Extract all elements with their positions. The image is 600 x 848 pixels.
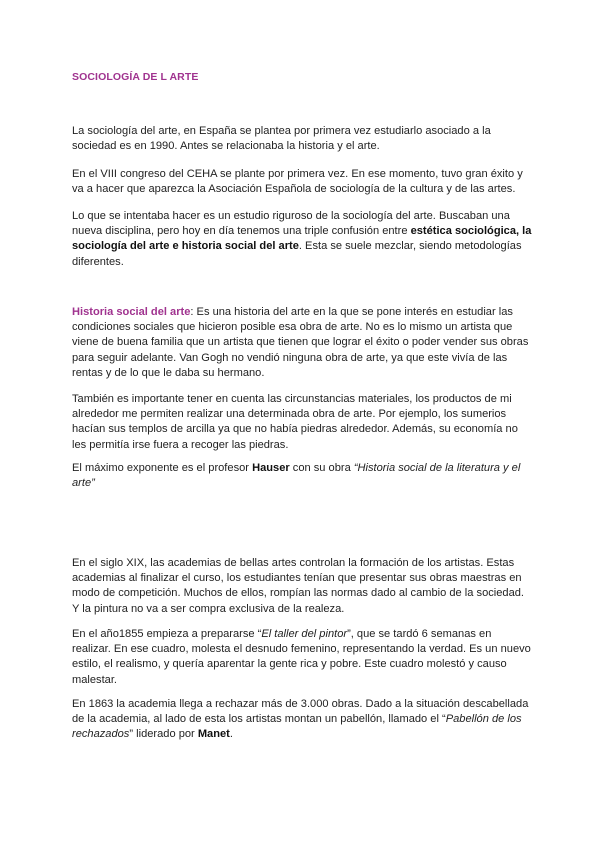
paragraph-text: ” liderado por	[129, 728, 198, 741]
italic-painting-title: El taller del pintor	[261, 628, 348, 640]
paragraph-taller	[72, 627, 532, 688]
paragraph-academias: En el siglo XIX, las academias de bellas artes controlan la formación de los artistas. Estas academias al finalizar el curso, los estudiantes tenían que presentar sus obras maestras en modo de competición. Muchos de ellos, rompían las normas dado al cambio de la sociedad. Y la pintura no va a ser compra exclusiva de la realeza.	[72, 557, 525, 615]
paragraph-rechazados	[72, 697, 532, 743]
paragraph-hauser	[72, 461, 532, 491]
paragraph-intro: La sociología del arte, en España se plantea por primera vez estudiarlo asociado a la sociedad es en 1990. Antes se relacionaba la historia y el arte.	[72, 125, 491, 153]
paragraph-historia-social	[72, 305, 532, 381]
document-title: SOCIOLOGÍA DE L ARTE	[72, 71, 199, 83]
italic-pavilion-name: Pabellón de los rechazados	[72, 713, 522, 741]
paragraph-text: : Es una historia del arte en la que se pone interés en estudiar las condiciones sociales que hicieron posible esa obra de arte. No es lo mismo un artista que viene de buena familia que un artista que tienen que lograr el éxito o poder vender sus obras para seguir adelante. Van Gogh no vendió ninguna obra de arte, ya que este vivía de las rentas y de lo que le daba su hermano.	[72, 306, 529, 379]
paragraph-ceha: En el VIII congreso del CEHA se plante por primera vez. En ese momento, tuvo gran éxito y va a hacer que aparezca la Asociación Española de sociología de la cultura y de las artes.	[72, 168, 523, 196]
paragraph-text: Lo que se intentaba hacer es un estudio riguroso de la sociología del arte. Buscaban una nueva disciplina, pero hoy en día tenemos una triple confusión entre	[72, 210, 510, 238]
paragraph-text: En 1863 la academia llega a rechazar más de 3.000 obras. Dado a la situación descabellada de la academia, al lado de esta los artistas montan un pabellón, llamado el “	[72, 698, 529, 726]
bold-author: Hauser	[252, 462, 290, 474]
paragraph-confusion	[72, 209, 532, 270]
paragraph-text: .	[229, 728, 233, 741]
italic-work-title: “Historia social de la literatura y el arte”	[72, 462, 521, 490]
paragraph-text: con su obra	[289, 462, 354, 474]
paragraph-material: También es importante tener en cuenta las circunstancias materiales, los productos de mi alrededor me permiten realizar una determinada obra de arte. Por ejemplo, los sumerios hacían sus templos de arcilla ya que no había piedras alrededor. Además, su economía no les permitía irse fuera a recoger las piedras.	[72, 393, 518, 451]
bold-term: estética sociológica, la sociología del arte e historia social del arte	[72, 225, 532, 253]
section-heading: Historia social del arte	[72, 306, 191, 318]
paragraph-text: El máximo exponente es el profesor	[72, 462, 253, 474]
paragraph-text: En el año1855 empieza a prepararse “	[72, 628, 262, 640]
paragraph-text: ”, que se tardó 6 semanas en realizar. En ese cuadro, molesta el desnudo femenino, representando la verdad. Es un nuevo estilo, el realismo, y quería aparentar la gente rica y pobre. Este cuadro molestó y causo malestar.	[72, 628, 531, 686]
bold-artist: Manet	[197, 728, 230, 741]
paragraph-text: . Esta se suele mezclar, siendo metodologías diferentes.	[72, 240, 522, 268]
